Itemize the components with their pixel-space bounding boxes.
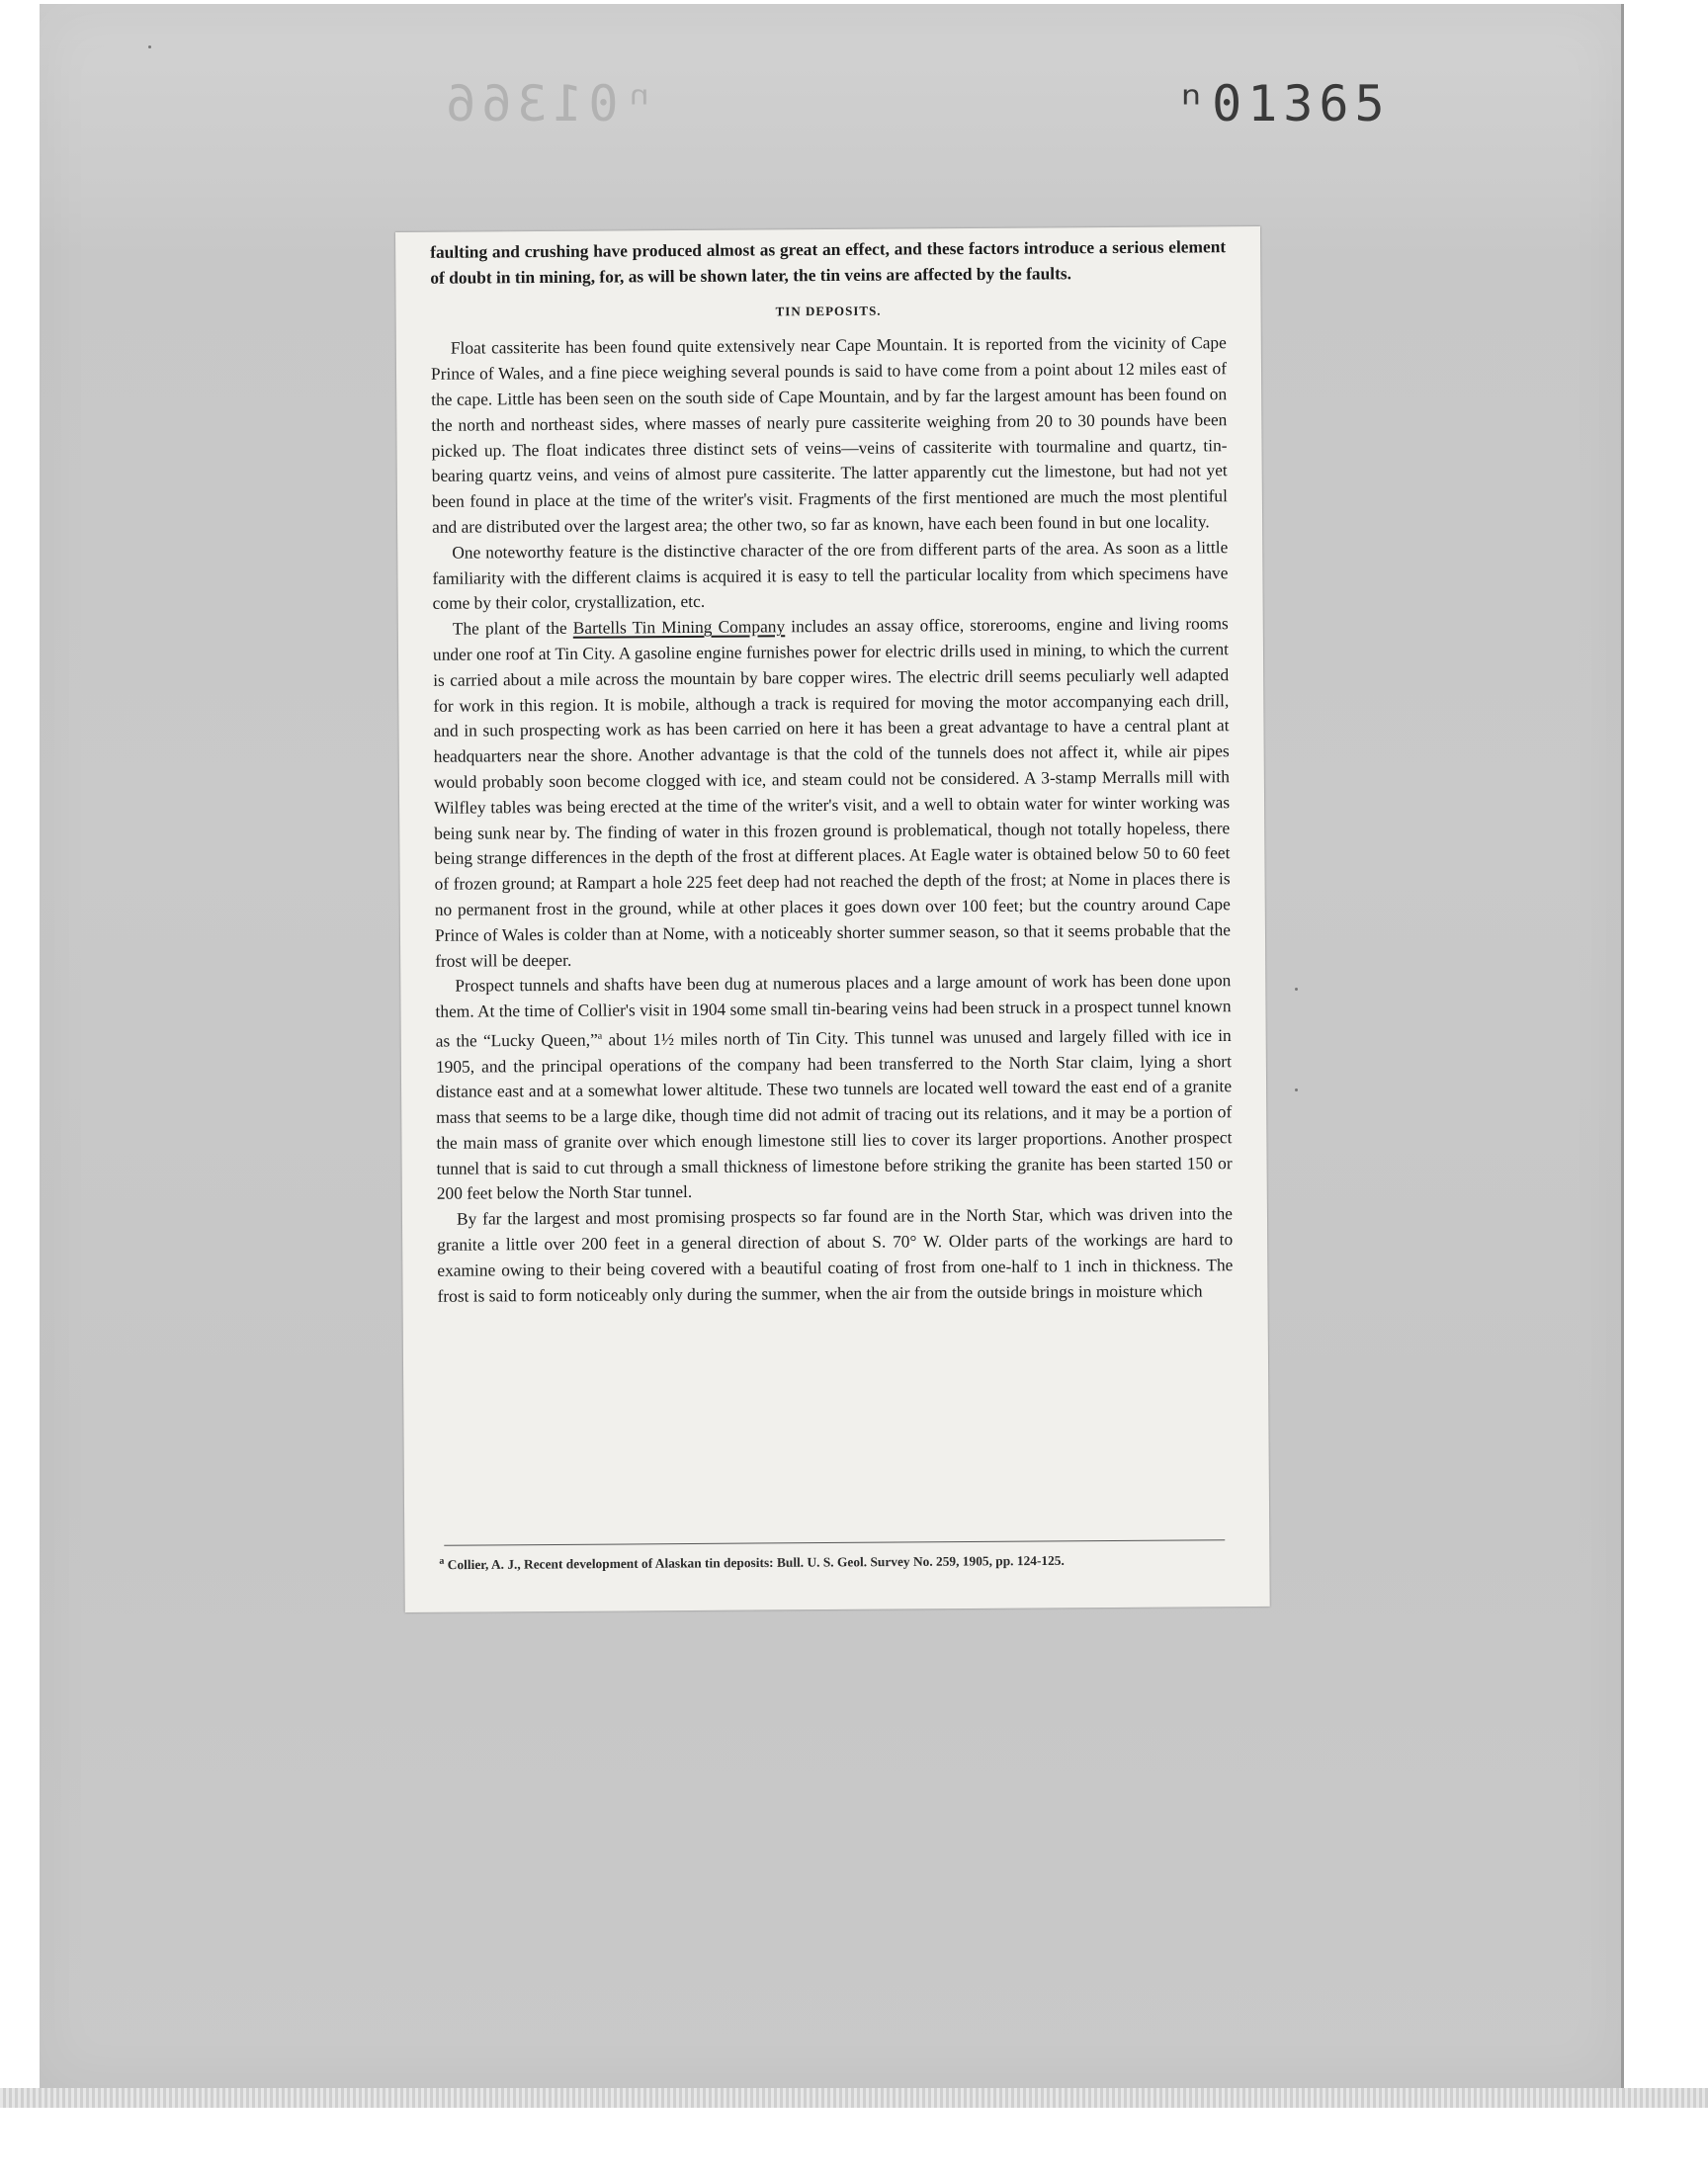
page-body <box>430 234 1234 1309</box>
left-margin <box>0 0 40 2088</box>
paragraph-ore-character: One noteworthy feature is the distinctive character of the ore from different parts of the area. As soon as a little familiarity with the different claims is acquired it is easy to tell the particular locality from which specimens have come by their color, crystallization, etc. <box>432 536 1229 614</box>
paragraph-north-star: By far the largest and most promising prospects so far found are in the North Star, which was driven into the granite a little over 200 feet in a general direction of about S. 70° W. Older parts of the workings are hard to examine owing to their being covered with a beautiful coating of frost from one-half to 1 inch in thickness. The frost is said to form noticeably only during the summer, when the air from the outside brings in moisture which <box>437 1203 1234 1306</box>
scan-speck <box>1295 1088 1298 1091</box>
paragraph-prospect-rest: about 1½ miles north of Tin City. This tunnel was unused and largely filled with ice in 1905, and the principal operations of the company had been transferred to the North Star claim, lying a short distance east and at a somewhat lower altitude. These two tunnels are located well toward the east end of a granite mass that seems to be a large dike, though time did not admit of tracing out its relations, and it may be a portion of the main mass of granite over which enough limestone still lies to cover its larger proportions. Another prospect tunnel that is said to cut through a small thickness of limestone before striking the granite has been started 150 or 200 feet below the North Star tunnel. <box>435 1024 1233 1204</box>
footnote-reference: a <box>597 1030 603 1042</box>
paragraph-plant-rest: includes an assay office, storerooms, engine and living rooms under one roof at Tin City. A gasoline engine furnishes power for electric drills used in mining, to which the current is carried about a mile across the mountain by bare copper wires. The electric drill seems peculiarly well adapted for work in this region. It is mobile, although a track is required for moving the motor accompanying each drill, and in such prospecting work as has been carried on here it has been a great advantage to have a central plant at headquarters near the shore. Another advantage is that the cold of the tunnels does not affect it, while air pipes would probably soon become clogged with ice, and steam could not be considered. A 3-stamp Merralls mill with Wilfley tables was being erected at the time of the writer's visit, and a well to obtain water for winter working was being sunk near by. The finding of water in this frozen ground is problematical, though not totally hopeless, there being strange differences in the depth of the frost at different places. At Eagle water is obtained below 50 to 60 feet of frozen ground; at Rampart a hole 225 feet deep had not reached the depth of the frost; at Nome in places there is no permanent frost in the ground, while at other places it goes down over 100 feet; but the country around Cape Prince of Wales is colder than at Nome, with a noticeably shorter summer season, so that it seems probable that the frost will be deeper. <box>432 613 1232 971</box>
footnote-text: Collier, A. J., Recent development of Alaskan tin deposits: Bull. U. S. Geol. Survey No. 259, 1905, pp. 124-125. <box>447 1552 1065 1573</box>
paragraph-prospect-start: Prospect tunnels and shafts have been dug at numerous places and a large amount of work has been done upon them. At the time of Collier's visit in 1904 some small tin-bearing veins had been struck in a prospect tunnel known as the “Lucky Queen,” <box>435 970 1232 1051</box>
scan-speck <box>1295 988 1298 991</box>
archive-stamp-number: ⁿ01365 <box>1176 75 1391 132</box>
paragraph-plant-start: The plant of the <box>452 617 573 639</box>
footnote-divider <box>444 1539 1225 1546</box>
document-page <box>395 226 1270 1612</box>
opening-paragraph: faulting and crushing have produced almost as great an effect, and these factors introduce a serious element of doubt in tin mining, for, as will be shown later, the tin veins are affected by the faults. <box>430 236 1227 288</box>
paragraph-prospect-tunnels <box>435 968 1233 1207</box>
footnote <box>439 1547 1249 1573</box>
footnote-marker: a <box>439 1555 445 1567</box>
scanner-edge-strip <box>0 2088 1708 2108</box>
section-heading: TIN DEPOSITS. <box>775 303 882 318</box>
paragraph-float-cassiterite: Float cassiterite has been found quite extensively near Cape Mountain. It is reported from the vicinity of Cape Prince of Wales, and a fine piece weighing several pounds is said to have come from a point about 12 miles east of the cape. Little has been seen on the south side of Cape Mountain, and by far the largest amount has been found on the north and northeast sides, where masses of nearly pure cassiterite weighing from 20 to 30 pounds have been picked up. The float indicates three distinct sets of veins—veins of cassiterite with tourmaline and quartz, tin-bearing quartz veins, and veins of almost pure cassiterite. The latter apparently cut the limestone, but had not yet been found in place at the time of the writer's visit. Fragments of the first mentioned are much the most plentiful and are distributed over the largest area; the other two, so far as known, have each been found in but one locality. <box>430 332 1228 537</box>
scan-speck <box>148 45 151 48</box>
company-name: Bartells Tin Mining Company <box>572 616 786 638</box>
paragraph-plant <box>433 611 1232 974</box>
ghost-stamp-number: ⁿ01366 <box>440 75 654 132</box>
